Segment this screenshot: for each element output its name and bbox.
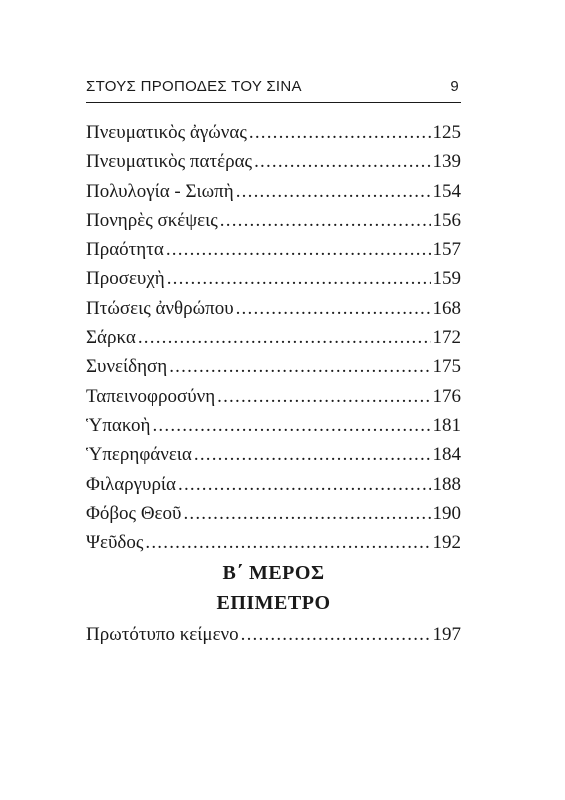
- dot-leader: [169, 356, 430, 378]
- toc-entry: [86, 474, 461, 503]
- toc-entry-page: 190: [432, 502, 461, 524]
- toc-entry: [86, 327, 461, 356]
- toc-entry-title: Πραότητα: [86, 239, 164, 261]
- dot-leader: [145, 532, 430, 554]
- dot-leader: [241, 624, 431, 646]
- toc-entry-page: 172: [432, 327, 461, 349]
- toc-entry: [86, 532, 461, 561]
- toc-entry-title: Πνευματικὸς πατέρας: [86, 151, 253, 173]
- toc-entry: [86, 503, 461, 532]
- toc-entry: [86, 181, 461, 210]
- dot-leader: [217, 386, 430, 408]
- dot-leader: [220, 210, 431, 232]
- toc-entry: [86, 624, 461, 653]
- toc-entry-title: Συνείδηση: [86, 356, 168, 378]
- dot-leader: [236, 181, 431, 203]
- toc-entry-title: Πρωτότυπο κείμενο: [86, 624, 239, 645]
- toc-entry-page: 159: [432, 268, 461, 290]
- toc-entry-title: Πνευματικὸς ἀγώνας: [86, 122, 247, 143]
- toc-entry-title: Ψεῦδος: [86, 532, 144, 554]
- toc-entry-page: 157: [432, 239, 461, 261]
- toc-entry-page: 184: [432, 444, 461, 466]
- toc-entry-title: Πτώσεις ἀνθρώπου: [86, 297, 234, 319]
- toc-entry-title: Φόβος Θεοῦ: [86, 502, 182, 524]
- toc-entry-page: 175: [432, 356, 461, 378]
- part-subheading: ΕΠΙΜΕΤΡΟ: [216, 592, 331, 614]
- toc-entry: [86, 210, 461, 239]
- toc-entry-page: 154: [432, 180, 461, 202]
- page-number: 9: [450, 78, 459, 95]
- toc-entry-page: 156: [432, 209, 461, 231]
- toc-entry-page: 181: [432, 414, 461, 436]
- running-title: ΣΤΟΥΣ ΠΡΟΠΟΔΕΣ ΤΟΥ ΣΙΝΑ: [86, 78, 302, 95]
- toc-entry-page: 197: [432, 624, 461, 645]
- dot-leader: [194, 444, 431, 466]
- toc-entry-page: 188: [432, 473, 461, 495]
- dot-leader: [178, 474, 431, 496]
- dot-leader: [138, 327, 431, 349]
- toc-entry: [86, 151, 461, 180]
- toc-entry: [86, 298, 461, 327]
- dot-leader: [152, 415, 430, 437]
- toc-entry-title: Ταπεινοφροσύνη: [86, 385, 216, 407]
- table-of-contents: [86, 122, 461, 561]
- header-rule: [86, 102, 461, 103]
- toc-entry: [86, 356, 461, 385]
- toc-entry: [86, 444, 461, 473]
- dot-leader: [249, 122, 431, 144]
- toc-entry-title: Πολυλογία - Σιωπὴ: [86, 180, 234, 202]
- dot-leader: [183, 503, 430, 525]
- toc-entry-title: Ὑπακοὴ: [86, 414, 151, 436]
- toc-entry: [86, 415, 461, 444]
- toc-entry-page: 139: [432, 151, 461, 173]
- toc-entry: [86, 268, 461, 297]
- dot-leader: [167, 268, 431, 290]
- toc-entry: [86, 122, 461, 151]
- toc-entry-page: 176: [432, 385, 461, 407]
- toc-entry-title: Φιλαργυρία: [86, 473, 176, 495]
- part-heading: Β΄ ΜΕΡΟΣ: [222, 562, 325, 584]
- toc-entry-title: Σάρκα: [86, 327, 136, 349]
- running-header: [86, 78, 461, 100]
- toc-entry-page: 168: [432, 297, 461, 319]
- dot-leader: [236, 298, 431, 320]
- dot-leader: [254, 151, 430, 173]
- toc-entry: [86, 239, 461, 268]
- toc-entry-page: 125: [432, 122, 461, 143]
- toc-entry-page: 192: [432, 532, 461, 554]
- part-b-contents: [86, 624, 461, 653]
- toc-entry-title: Ὑπερηφάνεια: [86, 444, 192, 466]
- toc-entry-title: Πονηρὲς σκέψεις: [86, 209, 218, 231]
- toc-entry-title: Προσευχὴ: [86, 268, 165, 290]
- dot-leader: [166, 239, 431, 261]
- toc-entry: [86, 386, 461, 415]
